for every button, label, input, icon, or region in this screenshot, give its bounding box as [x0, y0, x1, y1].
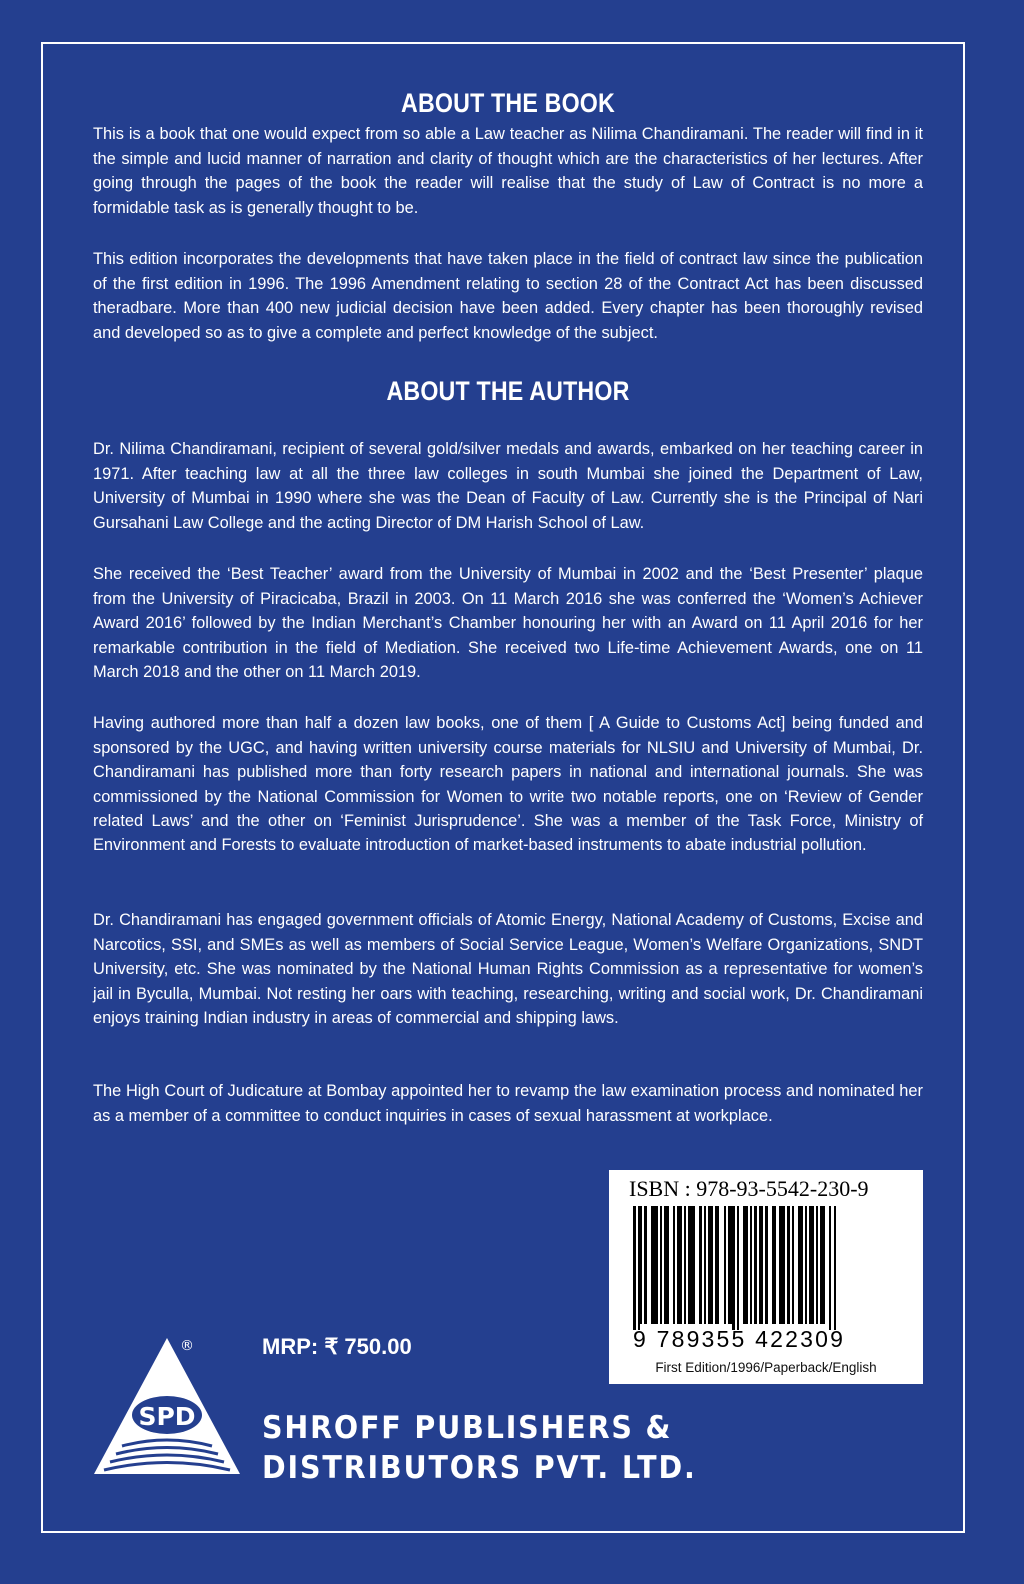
- publisher-line-2: DISTRIBUTORS PVT. LTD.: [262, 1450, 697, 1486]
- barcode-bar: [761, 1206, 763, 1324]
- about-author-paragraph-2: She received the ‘Best Teacher’ award from the University of Mumbai in 2002 and the ‘Best Presenter’ plaque from the University of Piracicaba, Brazil in 2003. On 11 March 2016 she was conferred the ‘Women’s Achiever Award 2016’ followed by the Indian Merchant’s Chamber honouring her with an Award on 11 April 2016 for her remarkable contribution in the field of Mediation. She received two Life-time Achievement Awards, one on 11 March 2018 and the other on 11 March 2019.: [93, 565, 923, 682]
- barcode-bar: [781, 1206, 783, 1324]
- barcode-bar: [820, 1206, 823, 1324]
- barcode-bar: [680, 1206, 682, 1324]
- barcode-bar: [774, 1206, 776, 1324]
- about-book-paragraph-2: This edition incorporates the developments that have taken place in the field of contract law since the publication of the first edition in 1996. The 1996 Amendment relating to section 28 of the Contract Act has been discussed theradbare. More than 400 new judicial decision have been added. Every chapter has been thoroughly revised and developed so as to give a complete and perfect knowledge of the subject.: [93, 250, 923, 342]
- about-book-paragraph-1: This is a book that one would expect from so able a Law teacher as Nilima Chandiramani. The reader will find in it the simple and lucid manner of narration and clarity of thought which are the characteristics of her lectures. After going through the pages of the book the reader will realise that the study of Law of Contract is no more a formidable task as is generally thought to be.: [93, 125, 923, 217]
- barcode-bar: [684, 1206, 686, 1324]
- barcode-bar: [759, 1206, 761, 1324]
- barcode-bar: [640, 1206, 642, 1324]
- barcode-bar: [708, 1206, 710, 1324]
- barcode-bar: [655, 1206, 658, 1324]
- barcode-bar: [765, 1206, 768, 1324]
- barcode-bar: [783, 1206, 785, 1324]
- edition-info: First Edition/1996/Paperback/English: [655, 1360, 877, 1375]
- barcode-bar: [787, 1206, 790, 1324]
- publisher-line-1: SHROFF PUBLISHERS &: [262, 1410, 673, 1446]
- about-author-paragraph-4: Dr. Chandiramani has engaged government officials of Atomic Energy, National Academy of Customs, Excise and Narcotics, SSI, and SMEs as well as members of Social Service League, Women’s Welfare Organizations, SNDT University, etc. She was nominated by the National Human Rights Commission as a representative for women’s jail in Byculla, Mumbai. Not resting her oars with teaching, researching, writing and social work, Dr. Chandiramani enjoys training Indian industry in areas of commercial and shipping laws.: [93, 911, 923, 1028]
- about-book-heading: ABOUT THE BOOK: [401, 88, 615, 118]
- about-author-heading: ABOUT THE AUTHOR: [386, 376, 630, 406]
- publisher-name: [262, 1408, 697, 1488]
- isbn-number: ISBN : 978-93-5542-230-9: [629, 1176, 869, 1201]
- barcode-bar: [730, 1206, 732, 1324]
- barcode-bar: [779, 1206, 781, 1324]
- barcode-bar: [829, 1206, 831, 1330]
- barcode-bar: [834, 1206, 836, 1330]
- barcode-bar: [772, 1206, 774, 1324]
- barcode-bar: [710, 1206, 713, 1324]
- barcode-bar: [746, 1206, 748, 1324]
- barcode-bar: [792, 1206, 794, 1324]
- barcode-bar: [812, 1206, 814, 1324]
- barcode-bar: [633, 1206, 636, 1330]
- barcode: [609, 1170, 923, 1360]
- registered-mark: ®: [180, 1338, 194, 1354]
- barcode-bar: [805, 1206, 807, 1324]
- barcode-bar: [677, 1206, 680, 1324]
- barcode-bar: [823, 1206, 825, 1324]
- spd-logo-icon: [92, 1334, 242, 1479]
- barcode-bar: [688, 1206, 691, 1324]
- barcode-bar: [737, 1206, 739, 1330]
- barcode-bar: [816, 1206, 818, 1324]
- about-author-paragraph-1: Dr. Nilima Chandiramani, recipient of several gold/silver medals and awards, embarked on her teaching career in 1971. After teaching law at all the three law colleges in south Mumbai she joined the Department of Law, University of Mumbai in 1990 where she was the Dean of Faculty of Law. Currently she is the Principal of Nari Gursahani Law College and the acting Director of DM Harish School of Law.: [93, 440, 923, 532]
- barcode-bar: [728, 1206, 730, 1324]
- barcode-bar: [638, 1206, 640, 1330]
- barcode-bar: [644, 1206, 647, 1324]
- barcode-bar: [653, 1206, 655, 1324]
- barcode-bar: [651, 1206, 653, 1324]
- barcode-digits: 9 789355 422309: [633, 1326, 846, 1352]
- barcode-bar: [717, 1206, 719, 1324]
- barcode-bar: [801, 1206, 803, 1324]
- about-author-paragraph-3: Having authored more than half a dozen law books, one of them [ A Guide to Customs Act] being funded and sponsored by the UGC, and having written university course materials for NLSIU and University of Mumbai, Dr. Chandiramani has published more than forty research papers in national and international journals. She was commissioned by the National Commission for Women to write two notable reports, one on ‘Review of Gender related Laws’ and the other on ‘Feminist Jurisprudence’. She was a member of the Task Force, Ministry of Environment and Forests to evaluate introduction of market-based instruments to abate industrial pollution.: [93, 714, 923, 855]
- isbn-barcode-box: [609, 1170, 923, 1384]
- barcode-bar: [732, 1206, 735, 1330]
- barcode-bar: [660, 1206, 662, 1324]
- barcode-bar: [673, 1206, 675, 1324]
- barcode-bar: [664, 1206, 666, 1324]
- barcode-bar: [743, 1206, 746, 1324]
- barcode-bar: [750, 1206, 752, 1324]
- barcode-bar: [699, 1206, 702, 1324]
- barcode-bar: [693, 1206, 695, 1324]
- barcode-bar: [715, 1206, 717, 1324]
- barcode-bar: [754, 1206, 757, 1324]
- barcode-bar: [704, 1206, 706, 1324]
- price-label: MRP: ₹ 750.00: [262, 1334, 412, 1359]
- logo-text: SPD: [138, 1402, 196, 1431]
- barcode-bar: [666, 1206, 669, 1324]
- barcode-bar: [691, 1206, 693, 1324]
- about-author-paragraph-5: The High Court of Judicature at Bombay appointed her to revamp the law examination process and nominated her as a member of a committee to conduct inquiries in cases of sexual harassment at workplace.: [93, 1082, 923, 1125]
- barcode-bar: [809, 1206, 812, 1324]
- barcode-bar: [724, 1206, 726, 1324]
- barcode-bar: [798, 1206, 801, 1324]
